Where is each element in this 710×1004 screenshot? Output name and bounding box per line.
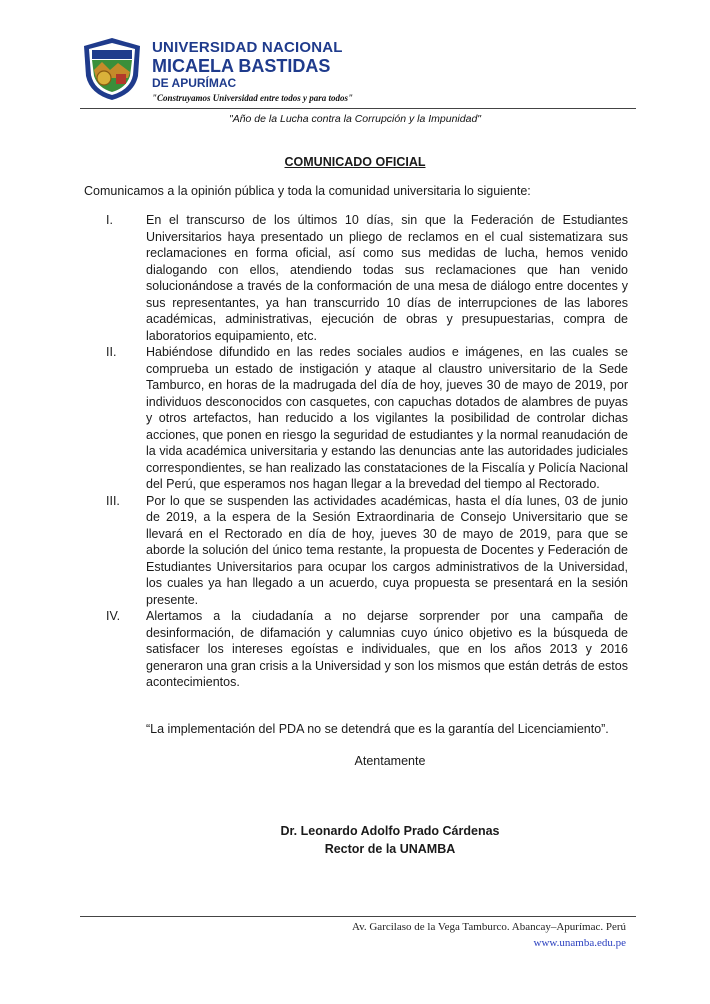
university-name-line3: DE APURÍMAC <box>152 76 237 90</box>
university-name-line2: MICAELA BASTIDAS <box>152 56 331 76</box>
list-item <box>84 493 628 609</box>
item-text: En el transcurso de los últimos 10 días, sin que la Federación de Estudiantes Universitarios haya presentado un pliego de reclamos en el cual sistematizara sus reclamaciones en forma oficial, así como sus medidas de lucha, hemos venido dialogando con ellos, atendiendo todas sus reclamaciones que han venido solucionándose a través de la conformación de una mesa de diálogo entre docentes y sus representantes, ya han transcurrido 10 días de interrupciones de las labores académicas, administrativas, ejecución de obras y presupuestarias, compra de laboratorios equipamiento, etc. <box>146 213 628 343</box>
item-text: Habiéndose difundido en las redes sociales audios e imágenes, en las cuales se comprueba un estado de instigación y ataque al claustro universitario de la Sede Tamburco, en horas de la madrugada del día de hoy, jueves 30 de mayo de 2019, por individuos desconocidos con casquetes, con capuchas dotados de alambres de puyas y otros artefactos, han reducido a los vigilantes la posibilidad de controlar dichas acciones, que ponen en riesgo la seguridad de estudiantes y la normal reanudación de la vida académica universitaria y estando las denuncias ante las autoridades judiciales correspondientes, se han realizado las constataciones de la Fiscalía y Policía Nacional del Perú, que esperamos nos hagan llegar a la brevedad del tiempo al Rectorado. <box>146 345 628 491</box>
item-text: Alertamos a la ciudadanía a no dejarse sorprender por una campaña de desinformación, de difamación y calumnias cuyo único objetivo es la búsqueda de satisfacer los intereses egoístas e individuales, que en los años 2013 y 2016 generaron una gran crisis a la Universidad y son los mismos que están detrás de estos acontecimientos. <box>146 609 628 689</box>
university-logo <box>80 36 144 102</box>
year-motto: "Año de la Lucha contra la Corrupción y la Impunidad" <box>228 113 482 125</box>
signature-block <box>0 822 710 858</box>
footer-address: Av. Garcilaso de la Vega Tamburco. Abancay–Apurímac. Perú <box>351 921 626 933</box>
item-number: II. <box>106 345 117 359</box>
item-text: Por lo que se suspenden las actividades académicas, hasta el día lunes, 03 de junio de 2019, a la espera de la Sesión Extraordinaria de Consejo Universitario que se llevará en el Rectorado en día de hoy, jueves 30 de mayo de 2019, para que se aborde la solución del único tema restante, la propuesta de Docentes y Federación de Estudiantes Universitarios para ocupar los cargos administrativos de la Universidad, los cuales ya han llegado a un acuerdo, cuya propuesta se presentará en la sesión presente. <box>146 493 628 607</box>
footer-website-link[interactable]: www.unamba.edu.pe <box>533 937 626 949</box>
letterhead <box>80 36 640 108</box>
footer-divider <box>80 916 636 917</box>
list-item <box>84 608 628 691</box>
intro-paragraph: Comunicamos a la opinión pública y toda la comunidad universitaria lo siguiente: <box>84 184 531 198</box>
header-divider <box>80 108 636 109</box>
item-number: I. <box>106 213 113 227</box>
item-number: IV. <box>106 609 121 623</box>
document-title: COMUNICADO OFICIAL <box>284 155 426 169</box>
university-name-line1: UNIVERSIDAD NACIONAL <box>152 39 343 56</box>
numbered-list <box>84 212 628 691</box>
closing-quote: “La implementación del PDA no se detendrá que es la garantía del Licenciamiento”. <box>146 722 609 736</box>
list-item <box>84 344 628 493</box>
university-motto: "Construyamos Universidad entre todos y para todos" <box>152 93 354 103</box>
list-item <box>84 212 628 344</box>
signer-role: Rector de la UNAMBA <box>324 842 456 856</box>
signer-name: Dr. Leonardo Adolfo Prado Cárdenas <box>280 824 500 838</box>
sign-off: Atentamente <box>354 754 426 768</box>
item-number: III. <box>106 493 120 508</box>
university-name-block <box>152 40 353 103</box>
